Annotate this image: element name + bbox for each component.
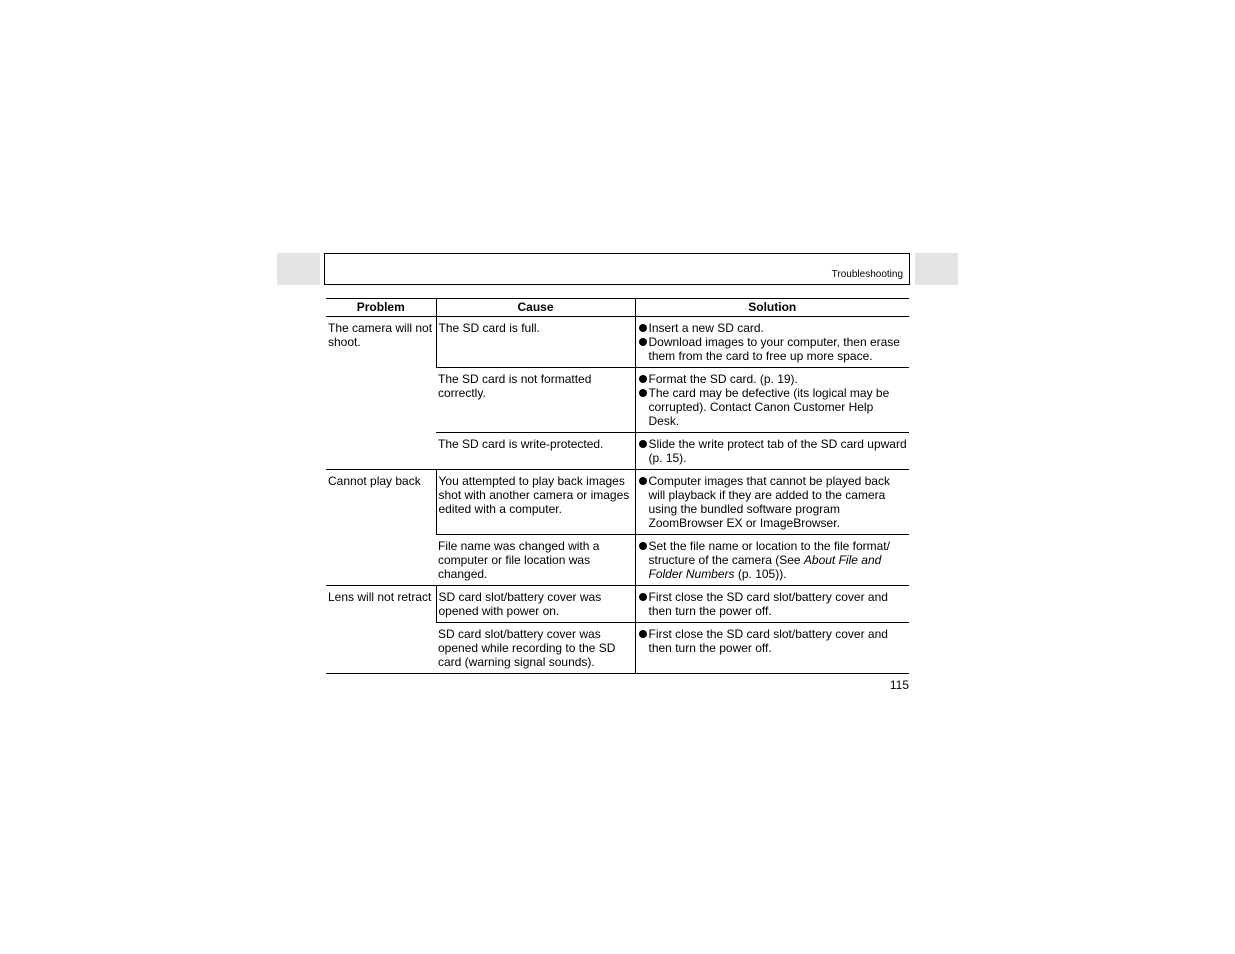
solution-text-after: (p. 105)). bbox=[734, 567, 787, 581]
solution-text: Insert a new SD card. bbox=[648, 321, 764, 335]
page-number: 115 bbox=[889, 678, 909, 692]
bullet-icon bbox=[639, 477, 647, 485]
column-header-cause: Cause bbox=[436, 299, 635, 317]
solution-item bbox=[638, 627, 908, 655]
column-header-solution: Solution bbox=[635, 299, 909, 317]
solution-item bbox=[638, 590, 908, 618]
cause-cell: SD card slot/battery cover was opened while recording to the SD card (warning signal sounds). bbox=[436, 623, 635, 674]
right-edge-tab bbox=[915, 253, 958, 285]
table-row bbox=[326, 586, 909, 623]
solution-item bbox=[638, 437, 908, 465]
troubleshooting-table bbox=[326, 298, 909, 674]
problem-cell: Lens will not retract bbox=[326, 586, 436, 674]
solution-list bbox=[638, 437, 908, 465]
page-header bbox=[324, 253, 910, 285]
solution-item bbox=[638, 386, 908, 428]
solution-item bbox=[638, 335, 908, 363]
cause-cell: The SD card is not formatted correctly. bbox=[436, 368, 635, 433]
solution-cell bbox=[635, 535, 909, 586]
bullet-icon bbox=[639, 389, 647, 397]
column-header-problem: Problem bbox=[326, 299, 436, 317]
solution-text-before: Set the file name or location to the file format/ structure of the camera (See bbox=[648, 539, 890, 567]
solution-text bbox=[649, 539, 890, 581]
solution-item bbox=[638, 372, 908, 386]
solution-cell bbox=[635, 368, 909, 433]
solution-list bbox=[638, 474, 908, 530]
solution-cell bbox=[635, 470, 909, 535]
bullet-icon bbox=[639, 630, 647, 638]
solution-item bbox=[638, 539, 908, 581]
cause-cell: File name was changed with a computer or file location was changed. bbox=[436, 535, 635, 586]
solution-list bbox=[638, 539, 908, 581]
bullet-icon bbox=[639, 375, 647, 383]
solution-cell bbox=[635, 623, 909, 674]
solution-cell bbox=[635, 433, 909, 470]
section-title: Troubleshooting bbox=[831, 269, 903, 280]
bullet-icon bbox=[639, 440, 647, 448]
cause-cell: SD card slot/battery cover was opened with power on. bbox=[436, 586, 635, 623]
solution-item bbox=[638, 474, 908, 530]
bullet-icon bbox=[639, 593, 647, 601]
solution-text: Format the SD card. (p. 19). bbox=[648, 372, 798, 386]
bullet-icon bbox=[639, 338, 647, 346]
table-header-row bbox=[326, 299, 909, 317]
solution-cell bbox=[635, 317, 909, 368]
solution-list bbox=[638, 321, 908, 363]
table-row bbox=[326, 317, 909, 368]
solution-text: Slide the write protect tab of the SD card upward (p. 15). bbox=[648, 437, 907, 465]
solution-text: The card may be defective (its logical may be corrupted). Contact Canon Customer Help Desk. bbox=[648, 386, 890, 428]
problem-cell: Cannot play back bbox=[326, 470, 436, 586]
table-row bbox=[326, 470, 909, 535]
cause-cell: The SD card is full. bbox=[436, 317, 635, 368]
cross-reference-title: About File and Folder Numbers bbox=[648, 553, 882, 581]
solution-list bbox=[638, 372, 908, 428]
problem-cell: The camera will not shoot. bbox=[326, 317, 436, 470]
solution-text: First close the SD card slot/battery cover and then turn the power off. bbox=[648, 590, 888, 618]
solution-list bbox=[638, 627, 908, 655]
solution-text: Computer images that cannot be played back will playback if they are added to the camera using the bundled software program ZoomBrowser EX or ImageBrowser. bbox=[648, 474, 890, 530]
solution-text: First close the SD card slot/battery cover and then turn the power off. bbox=[648, 627, 888, 655]
solution-item bbox=[638, 321, 908, 335]
left-edge-tab bbox=[277, 253, 320, 285]
cause-cell: You attempted to play back images shot with another camera or images edited with a computer. bbox=[436, 470, 635, 535]
solution-cell bbox=[635, 586, 909, 623]
solution-text: Download images to your computer, then erase them from the card to free up more space. bbox=[648, 335, 900, 363]
solution-list bbox=[638, 590, 908, 618]
bullet-icon bbox=[639, 542, 647, 550]
cause-cell: The SD card is write-protected. bbox=[436, 433, 635, 470]
bullet-icon bbox=[639, 324, 647, 332]
